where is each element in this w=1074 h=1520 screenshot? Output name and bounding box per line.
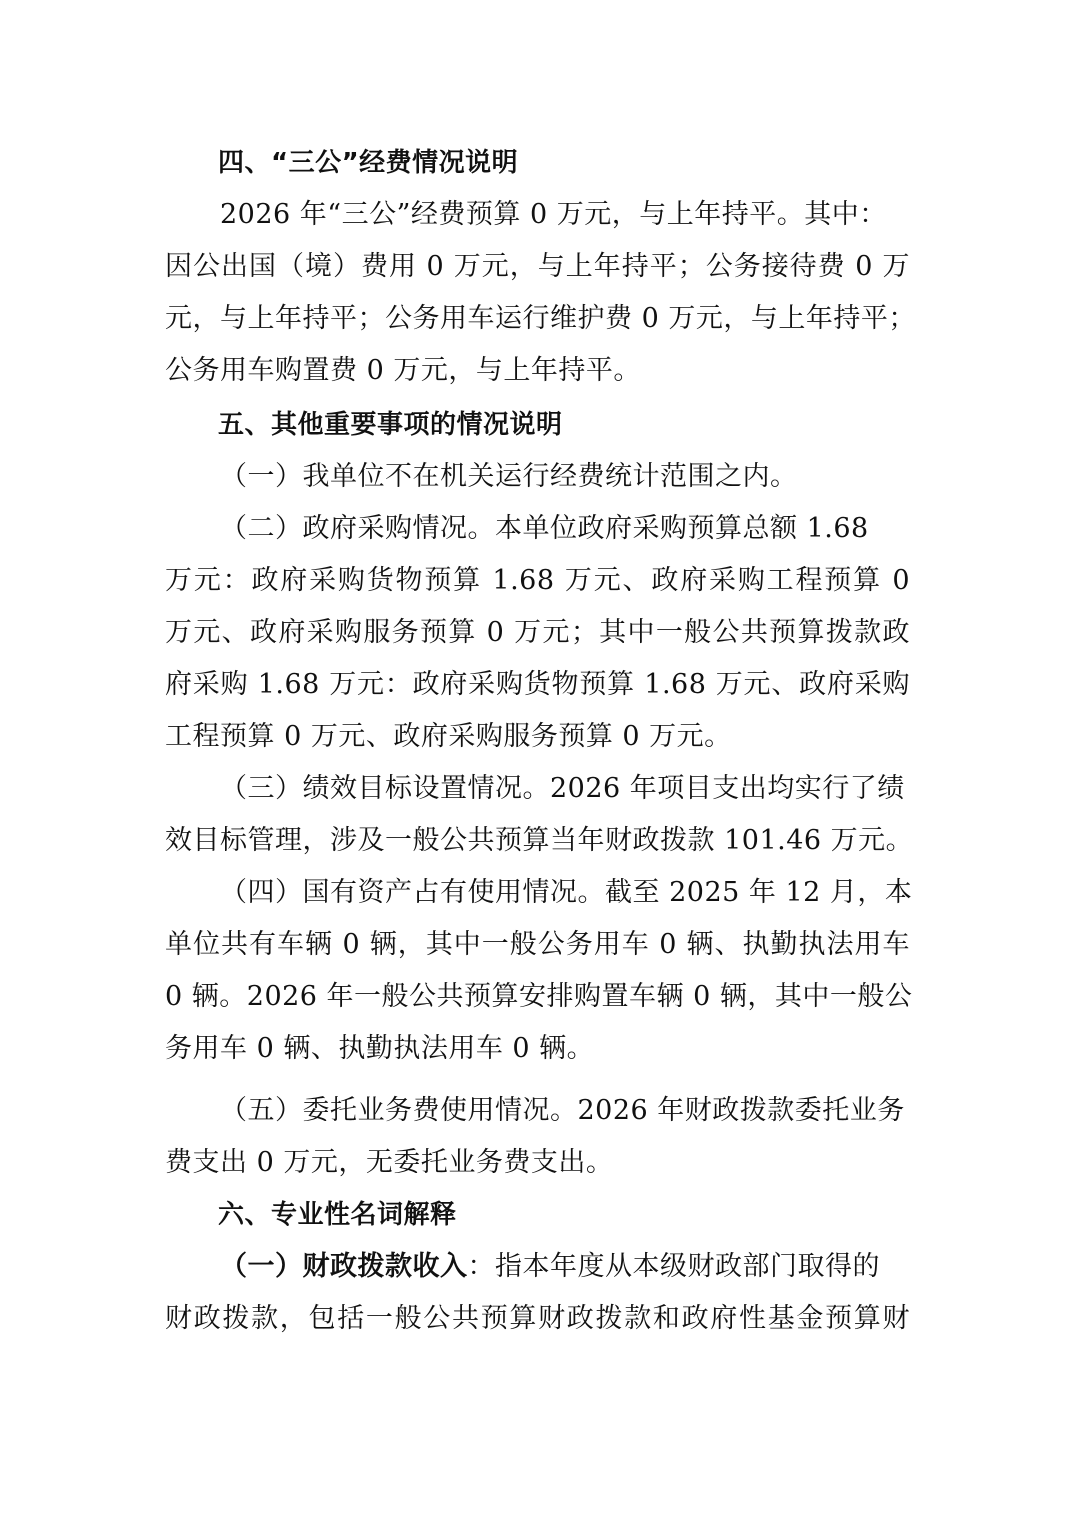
- section-4-line-3: 元，与上年持平；公务用车运行维护费 0 万元，与上年持平；: [165, 303, 916, 334]
- section-5-item-1-line-1: （一）我单位不在机关运行经费统计范围之内。: [220, 461, 798, 492]
- section-4-line-2: 因公出国（境）费用 0 万元，与上年持平；公务接待费 0 万: [165, 251, 910, 282]
- section-5-item-2-line-4: 府采购 1.68 万元：政府采购货物预算 1.68 万元、政府采购: [165, 669, 910, 700]
- section-4-heading: 四、“三公”经费情况说明: [218, 148, 519, 178]
- section-6-item-1-line-2: 财政拨款，包括一般公共预算财政拨款和政府性基金预算财: [165, 1303, 910, 1334]
- section-5-item-2-line-3: 万元、政府采购服务预算 0 万元；其中一般公共预算拨款政: [165, 617, 910, 648]
- section-5-heading: 五、其他重要事项的情况说明: [218, 410, 563, 440]
- section-6-item-1-line-1: [220, 1250, 910, 1284]
- section-5-item-5-line-1: （五）委托业务费使用情况。2026 年财政拨款委托业务: [220, 1095, 905, 1126]
- term-definition-start: ：指本年度从本级财政部门取得的: [467, 1251, 880, 1282]
- section-5-item-3-line-2: 效目标管理，涉及一般公共预算当年财政拨款 101.46 万元。: [165, 825, 914, 856]
- term-fiscal-appropriation-income: （一）财政拨款收入: [220, 1251, 468, 1282]
- section-5-item-4-line-1: （四）国有资产占有使用情况。截至 2025 年 12 月，本: [220, 877, 913, 908]
- section-5-item-4-line-4: 务用车 0 辆、执勤执法用车 0 辆。: [165, 1033, 595, 1064]
- section-5-item-2-line-1: （二）政府采购情况。本单位政府采购预算总额 1.68: [220, 513, 869, 544]
- section-5-item-4-line-3: 0 辆。2026 年一般公共预算安排购置车辆 0 辆，其中一般公: [165, 981, 913, 1012]
- section-4-line-1: 2026 年“三公”经费预算 0 万元，与上年持平。其中：: [220, 199, 887, 230]
- section-5-item-5-line-2: 费支出 0 万元，无委托业务费支出。: [165, 1147, 614, 1178]
- section-5-item-2-line-2: 万元：政府采购货物预算 1.68 万元、政府采购工程预算 0: [165, 565, 910, 596]
- section-5-item-2-line-5: 工程预算 0 万元、政府采购服务预算 0 万元。: [165, 721, 732, 752]
- section-5-item-4-line-2: 单位共有车辆 0 辆，其中一般公务用车 0 辆、执勤执法用车: [165, 929, 910, 960]
- section-4-line-4: 公务用车购置费 0 万元，与上年持平。: [165, 355, 641, 386]
- section-6-heading: 六、专业性名词解释: [218, 1200, 457, 1230]
- section-5-item-3-line-1: （三）绩效目标设置情况。2026 年项目支出均实行了绩: [220, 773, 905, 804]
